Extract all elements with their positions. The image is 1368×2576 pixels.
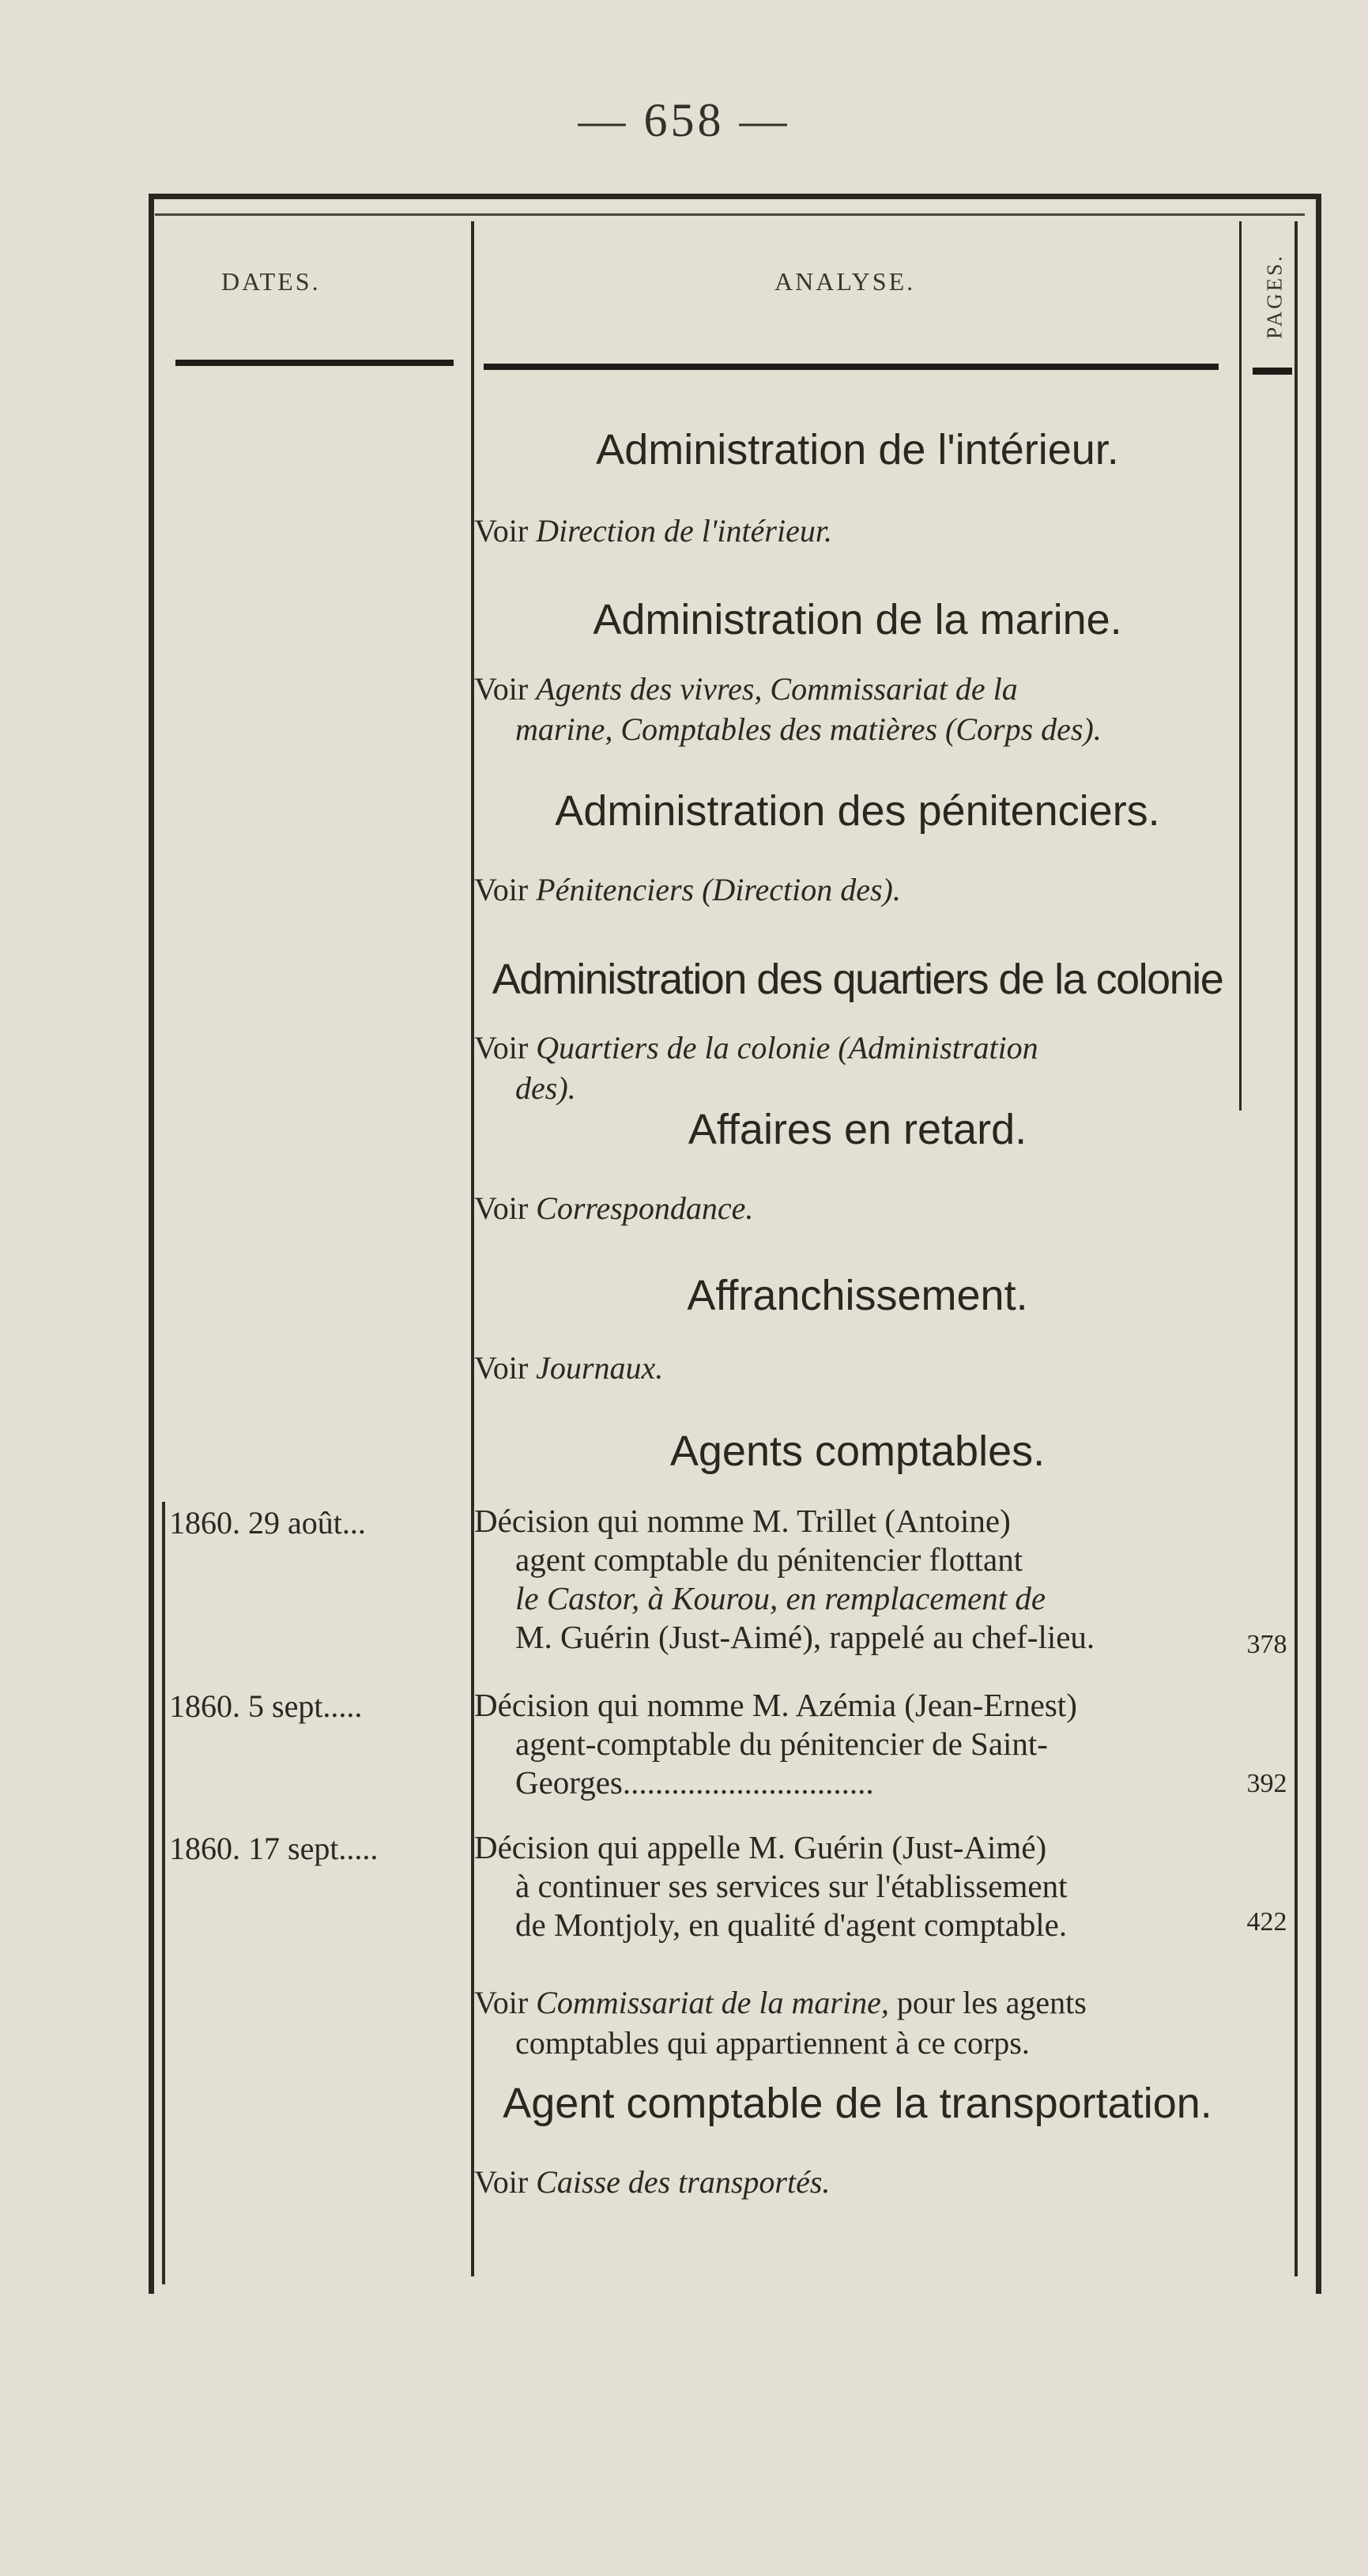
section-heading: Administration des quartiers de la colonie xyxy=(492,956,1223,1003)
voir-reference: Voir Commissariat de la marine, pour les agents comptables qui appartiennent à ce corps. xyxy=(474,1985,1087,2061)
column-header-dates: DATES. xyxy=(221,267,321,296)
header-underline-dates xyxy=(175,360,454,366)
entry-date: 1860. 29 août... xyxy=(169,1505,366,1541)
voir-reference: Voir Agents des vivres, Commissariat de la marine, Comptables des matières (Corps des). xyxy=(474,671,1102,747)
column-header-analyse: ANALYSE. xyxy=(774,267,916,296)
section-heading: Administration des pénitenciers. xyxy=(555,787,1160,835)
left-margin-rule xyxy=(162,1502,165,2284)
section-heading: Administration de l'intérieur. xyxy=(596,426,1119,473)
entry-text: Décision qui nomme M. Azémia (Jean-Ernest) agent-comptable du pénitencier de Saint- Georges............................... xyxy=(474,1687,1077,1801)
voir-reference: Voir Quartiers de la colonie (Administration des). xyxy=(474,1030,1038,1106)
voir-reference: Voir Direction de l'intérieur. xyxy=(474,513,832,549)
entry-date: 1860. 17 sept..... xyxy=(169,1831,379,1866)
column-divider-pages-outer xyxy=(1295,221,1298,2276)
header-underline-pages xyxy=(1253,368,1292,375)
entry-date: 1860. 5 sept..... xyxy=(169,1688,363,1724)
table-frame xyxy=(149,194,1321,2294)
voir-reference: Voir Pénitenciers (Direction des). xyxy=(474,872,901,907)
header-top-rule xyxy=(155,213,1305,216)
section-heading: Administration de la marine. xyxy=(593,596,1122,643)
column-header-pages: PAGES. xyxy=(1262,254,1287,339)
voir-reference: Voir Correspondance. xyxy=(474,1190,754,1226)
section-heading: Affaires en retard. xyxy=(688,1106,1027,1153)
section-heading: Agent comptable de la transportation. xyxy=(503,2080,1212,2127)
entry-page: 422 xyxy=(1246,1907,1287,1937)
entry-text: Décision qui appelle M. Guérin (Just-Aimé) à continuer ses services sur l'établissement de Montjoly, en qualité d'agent comptable. xyxy=(474,1829,1068,1943)
section-heading: Agents comptables. xyxy=(669,1428,1046,1475)
entry-page: 392 xyxy=(1246,1769,1287,1798)
entry-text: Décision qui nomme M. Trillet (Antoine) agent comptable du pénitencier flottant le Castor, à Kourou, en remplacement de M. Guérin (Just-Aimé), rappelé au chef-lieu. xyxy=(474,1503,1095,1655)
header-underline-analyse xyxy=(484,364,1219,370)
voir-reference: Voir Caisse des transportés. xyxy=(474,2164,831,2200)
section-heading: Affranchissement. xyxy=(687,1272,1028,1319)
page-number: — 658 — xyxy=(578,94,790,146)
voir-reference: Voir Journaux. xyxy=(474,1350,664,1386)
entry-page: 378 xyxy=(1246,1630,1287,1659)
